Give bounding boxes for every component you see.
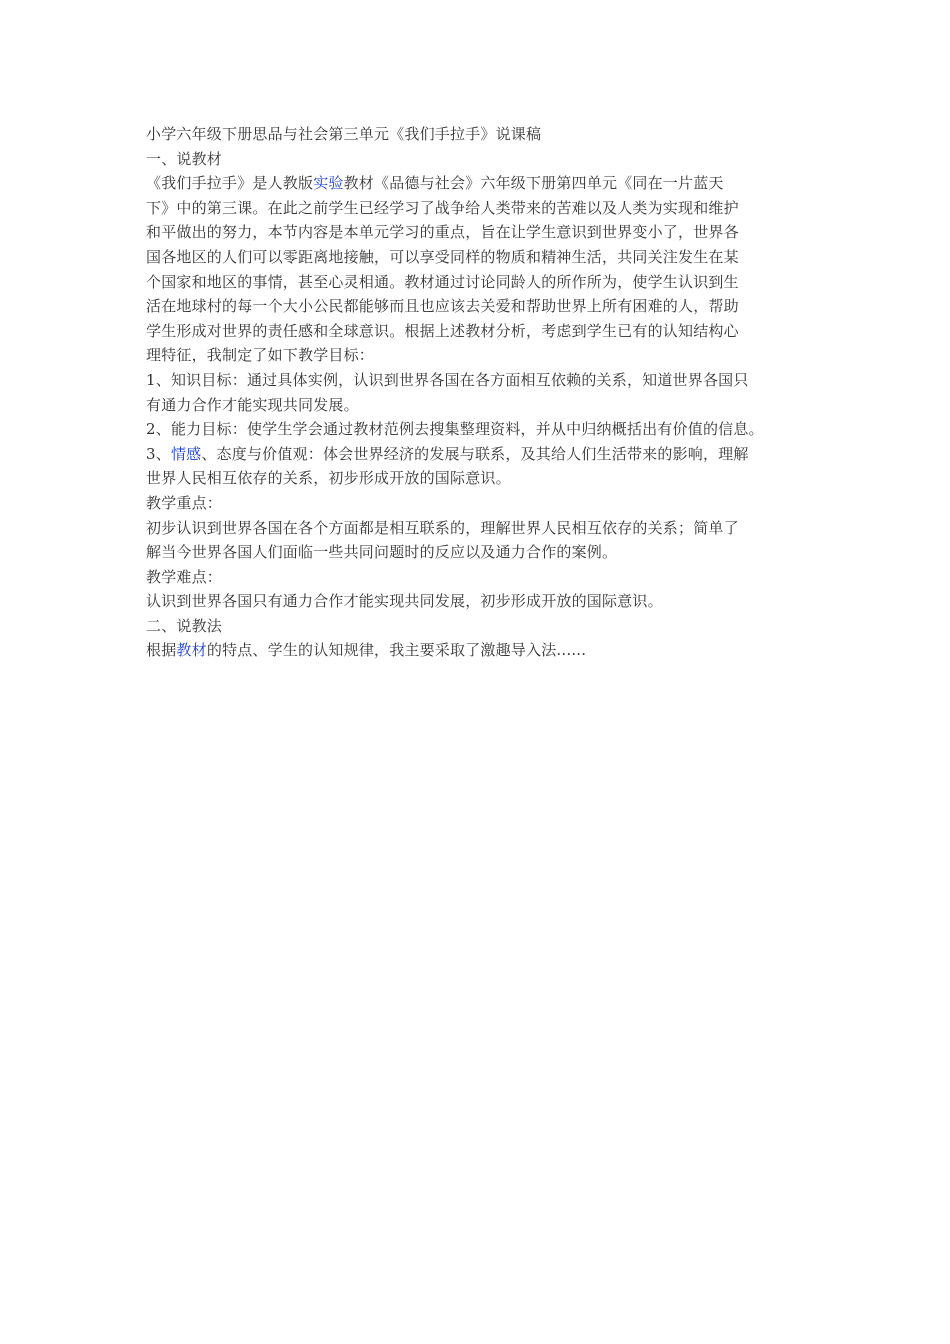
- paragraph-line: 解当今世界各国人们面临一些共同问题时的反应以及通力合作的案例。: [146, 543, 618, 562]
- paragraph-line: 国各地区的人们可以零距离地接触，可以享受同样的物质和精神生活，共同关注发生在某: [146, 247, 739, 266]
- paragraph-line: 学生形成对世界的责任感和全球意识。根据上述教材分析，考虑到学生已有的认知结构心: [146, 321, 739, 340]
- text-run: 根据: [146, 641, 177, 660]
- document-body: [146, 122, 826, 663]
- link-qinggan[interactable]: 情感: [170, 444, 202, 463]
- paragraph-line: 下》中的第三课。在此之前学生已经学习了战争给人类带来的苦难以及人类为实现和维护: [146, 198, 739, 217]
- text-run: 教材《品德与社会》六年级下册第四单元《同在一片蓝天: [343, 174, 724, 193]
- paragraph-line: 个国家和地区的事情，甚至心灵相通。教材通过讨论同龄人的所作所为，使学生认识到生: [146, 272, 739, 291]
- paragraph-line: 有通力合作才能实现共同发展。: [146, 395, 359, 414]
- paragraph-line: 理特征，我制定了如下教学目标：: [146, 346, 375, 365]
- paragraph-line: 认识到世界各国只有通力合作才能实现共同发展，初步形成开放的国际意识。: [146, 592, 663, 611]
- paragraph-line: 初步认识到世界各国在各个方面都是相互联系的，理解世界人民相互依存的关系；简单了: [146, 518, 739, 537]
- paragraph-line: [146, 442, 826, 467]
- key-points-heading: 教学重点：: [146, 493, 223, 512]
- paragraph-line: 活在地球村的每一个大小公民都能够而且也应该去关爱和帮助世界上所有困难的人，帮助: [146, 297, 739, 316]
- paragraph-line: [146, 171, 826, 196]
- section-heading-methods: 二、说教法: [146, 616, 223, 635]
- paragraph-materials: [146, 171, 826, 368]
- key-points: [146, 516, 826, 565]
- text-run: 的特点、学生的认知规律，我主要采取了激趣导入法......: [206, 641, 587, 660]
- difficulty-heading: 教学难点：: [146, 567, 223, 586]
- paragraph-methods: [146, 638, 826, 663]
- text-run: 、态度与价值观：体会世界经济的发展与联系，及其给人们生活带来的影响，理解: [201, 444, 749, 463]
- goal-knowledge: [146, 368, 826, 417]
- document-title: 小学六年级下册思品与社会第三单元《我们手拉手》说课稿: [146, 125, 542, 143]
- paragraph-line: 和平做出的努力，本节内容是本单元学习的重点，旨在让学生意识到世界变小了，世界各: [146, 223, 739, 242]
- text-run: 3、: [146, 444, 171, 463]
- section-heading-materials: 一、说教材: [146, 149, 223, 168]
- goal-ability: [146, 417, 826, 442]
- link-jiaocai[interactable]: 教材: [176, 641, 207, 660]
- link-shiyan[interactable]: 实验: [313, 174, 344, 193]
- paragraph-line: 世界人民相互依存的关系，初步形成开放的国际意识。: [146, 469, 511, 488]
- paragraph-line: [146, 638, 826, 663]
- text-run: 《我们手拉手》是人教版: [146, 174, 314, 193]
- paragraph-line: 2、能力目标：使学生学会通过教材范例去搜集整理资料，并从中归纳概括出有价值的信息。: [146, 420, 764, 439]
- paragraph-line: 1、知识目标：通过具体实例，认识到世界各国在各方面相互依赖的关系，知道世界各国只: [146, 370, 749, 389]
- goal-emotion: [146, 442, 826, 491]
- difficulty-points: [146, 589, 826, 614]
